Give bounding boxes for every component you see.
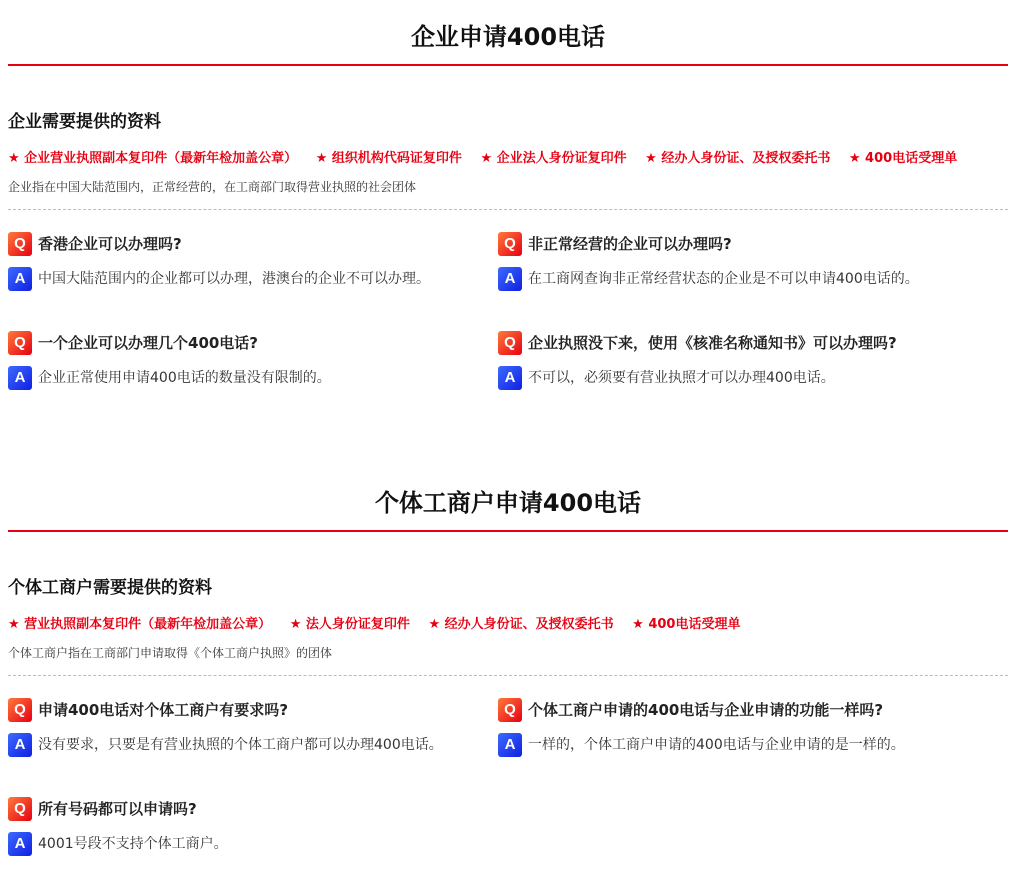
question-badge-icon: Q	[8, 797, 32, 821]
material-item: ★ 组织机构代码证复印件	[315, 151, 462, 166]
material-item: ★ 400电话受理单	[632, 617, 741, 632]
answer-row	[8, 366, 498, 390]
answer-text: 在工商网查询非正常经营状态的企业是不可以申请400电话的。	[528, 271, 919, 287]
answer-row	[8, 267, 498, 291]
faq-item	[8, 797, 498, 856]
material-item: ★ 经办人身份证、及授权委托书	[645, 151, 831, 166]
answer-row	[8, 832, 498, 856]
answer-text: 中国大陆范围内的企业都可以办理，港澳台的企业不可以办理。	[38, 271, 430, 287]
faq-grid	[8, 210, 1008, 430]
section-title: 企业申请400电话	[8, 0, 1008, 66]
question-text: 企业执照没下来，使用《核准名称通知书》可以办理吗?	[528, 334, 897, 352]
question-row	[498, 232, 988, 256]
individual-section	[8, 464, 1008, 896]
question-row	[8, 797, 498, 821]
answer-row	[498, 733, 988, 757]
question-text: 申请400电话对个体工商户有要求吗?	[38, 701, 289, 719]
question-badge-icon: Q	[498, 232, 522, 256]
section-title: 个体工商户申请400电话	[8, 464, 1008, 532]
answer-badge-icon: A	[8, 366, 32, 390]
question-badge-icon: Q	[498, 331, 522, 355]
answer-badge-icon: A	[498, 267, 522, 291]
answer-row	[498, 366, 988, 390]
enterprise-section	[8, 0, 1008, 430]
section-description: 企业指在中国大陆范围内，正常经营的，在工商部门取得营业执照的社会团体	[8, 180, 417, 194]
faq-item	[8, 698, 498, 757]
question-row	[498, 698, 988, 722]
material-item: ★ 企业营业执照副本复印件（最新年检加盖公章）	[8, 151, 298, 166]
question-text: 一个企业可以办理几个400电话?	[38, 334, 259, 352]
question-badge-icon: Q	[498, 698, 522, 722]
faq-item	[498, 331, 988, 390]
question-text: 香港企业可以办理吗?	[38, 235, 182, 253]
answer-text: 4001号段不支持个体工商户。	[38, 836, 228, 852]
question-row	[8, 232, 498, 256]
materials-heading: 个体工商户需要提供的资料	[8, 578, 212, 598]
question-row	[8, 331, 498, 355]
answer-text: 企业正常使用申请400电话的数量没有限制的。	[38, 370, 331, 386]
material-item: ★ 经办人身份证、及授权委托书	[428, 617, 614, 632]
section-description: 个体工商户指在工商部门申请取得《个体工商户执照》的团体	[8, 646, 333, 660]
question-text: 所有号码都可以申请吗?	[38, 800, 197, 818]
question-badge-icon: Q	[8, 232, 32, 256]
materials-list	[8, 150, 1008, 168]
question-badge-icon: Q	[8, 331, 32, 355]
answer-text: 一样的，个体工商户申请的400电话与企业申请的是一样的。	[528, 737, 905, 753]
answer-row	[8, 733, 498, 757]
faq-item	[498, 232, 988, 291]
answer-text: 没有要求，只要是有营业执照的个体工商户都可以办理400电话。	[38, 737, 443, 753]
faq-item	[498, 698, 988, 757]
answer-badge-icon: A	[498, 733, 522, 757]
question-row	[8, 698, 498, 722]
faq-grid	[8, 676, 1008, 896]
answer-row	[498, 267, 988, 291]
answer-badge-icon: A	[8, 832, 32, 856]
faq-item	[8, 331, 498, 390]
materials-list	[8, 616, 1008, 634]
material-item: ★ 企业法人身份证复印件	[480, 151, 627, 166]
answer-text: 不可以，必须要有营业执照才可以办理400电话。	[528, 370, 835, 386]
faq-item	[8, 232, 498, 291]
materials-heading: 企业需要提供的资料	[8, 112, 161, 132]
answer-badge-icon: A	[8, 267, 32, 291]
material-item: ★ 法人身份证复印件	[289, 617, 410, 632]
question-text: 非正常经营的企业可以办理吗?	[528, 235, 732, 253]
question-badge-icon: Q	[8, 698, 32, 722]
material-item: ★ 营业执照副本复印件（最新年检加盖公章）	[8, 617, 272, 632]
question-row	[498, 331, 988, 355]
answer-badge-icon: A	[498, 366, 522, 390]
material-item: ★ 400电话受理单	[848, 151, 958, 166]
question-text: 个体工商户申请的400电话与企业申请的功能一样吗?	[528, 701, 884, 719]
answer-badge-icon: A	[8, 733, 32, 757]
